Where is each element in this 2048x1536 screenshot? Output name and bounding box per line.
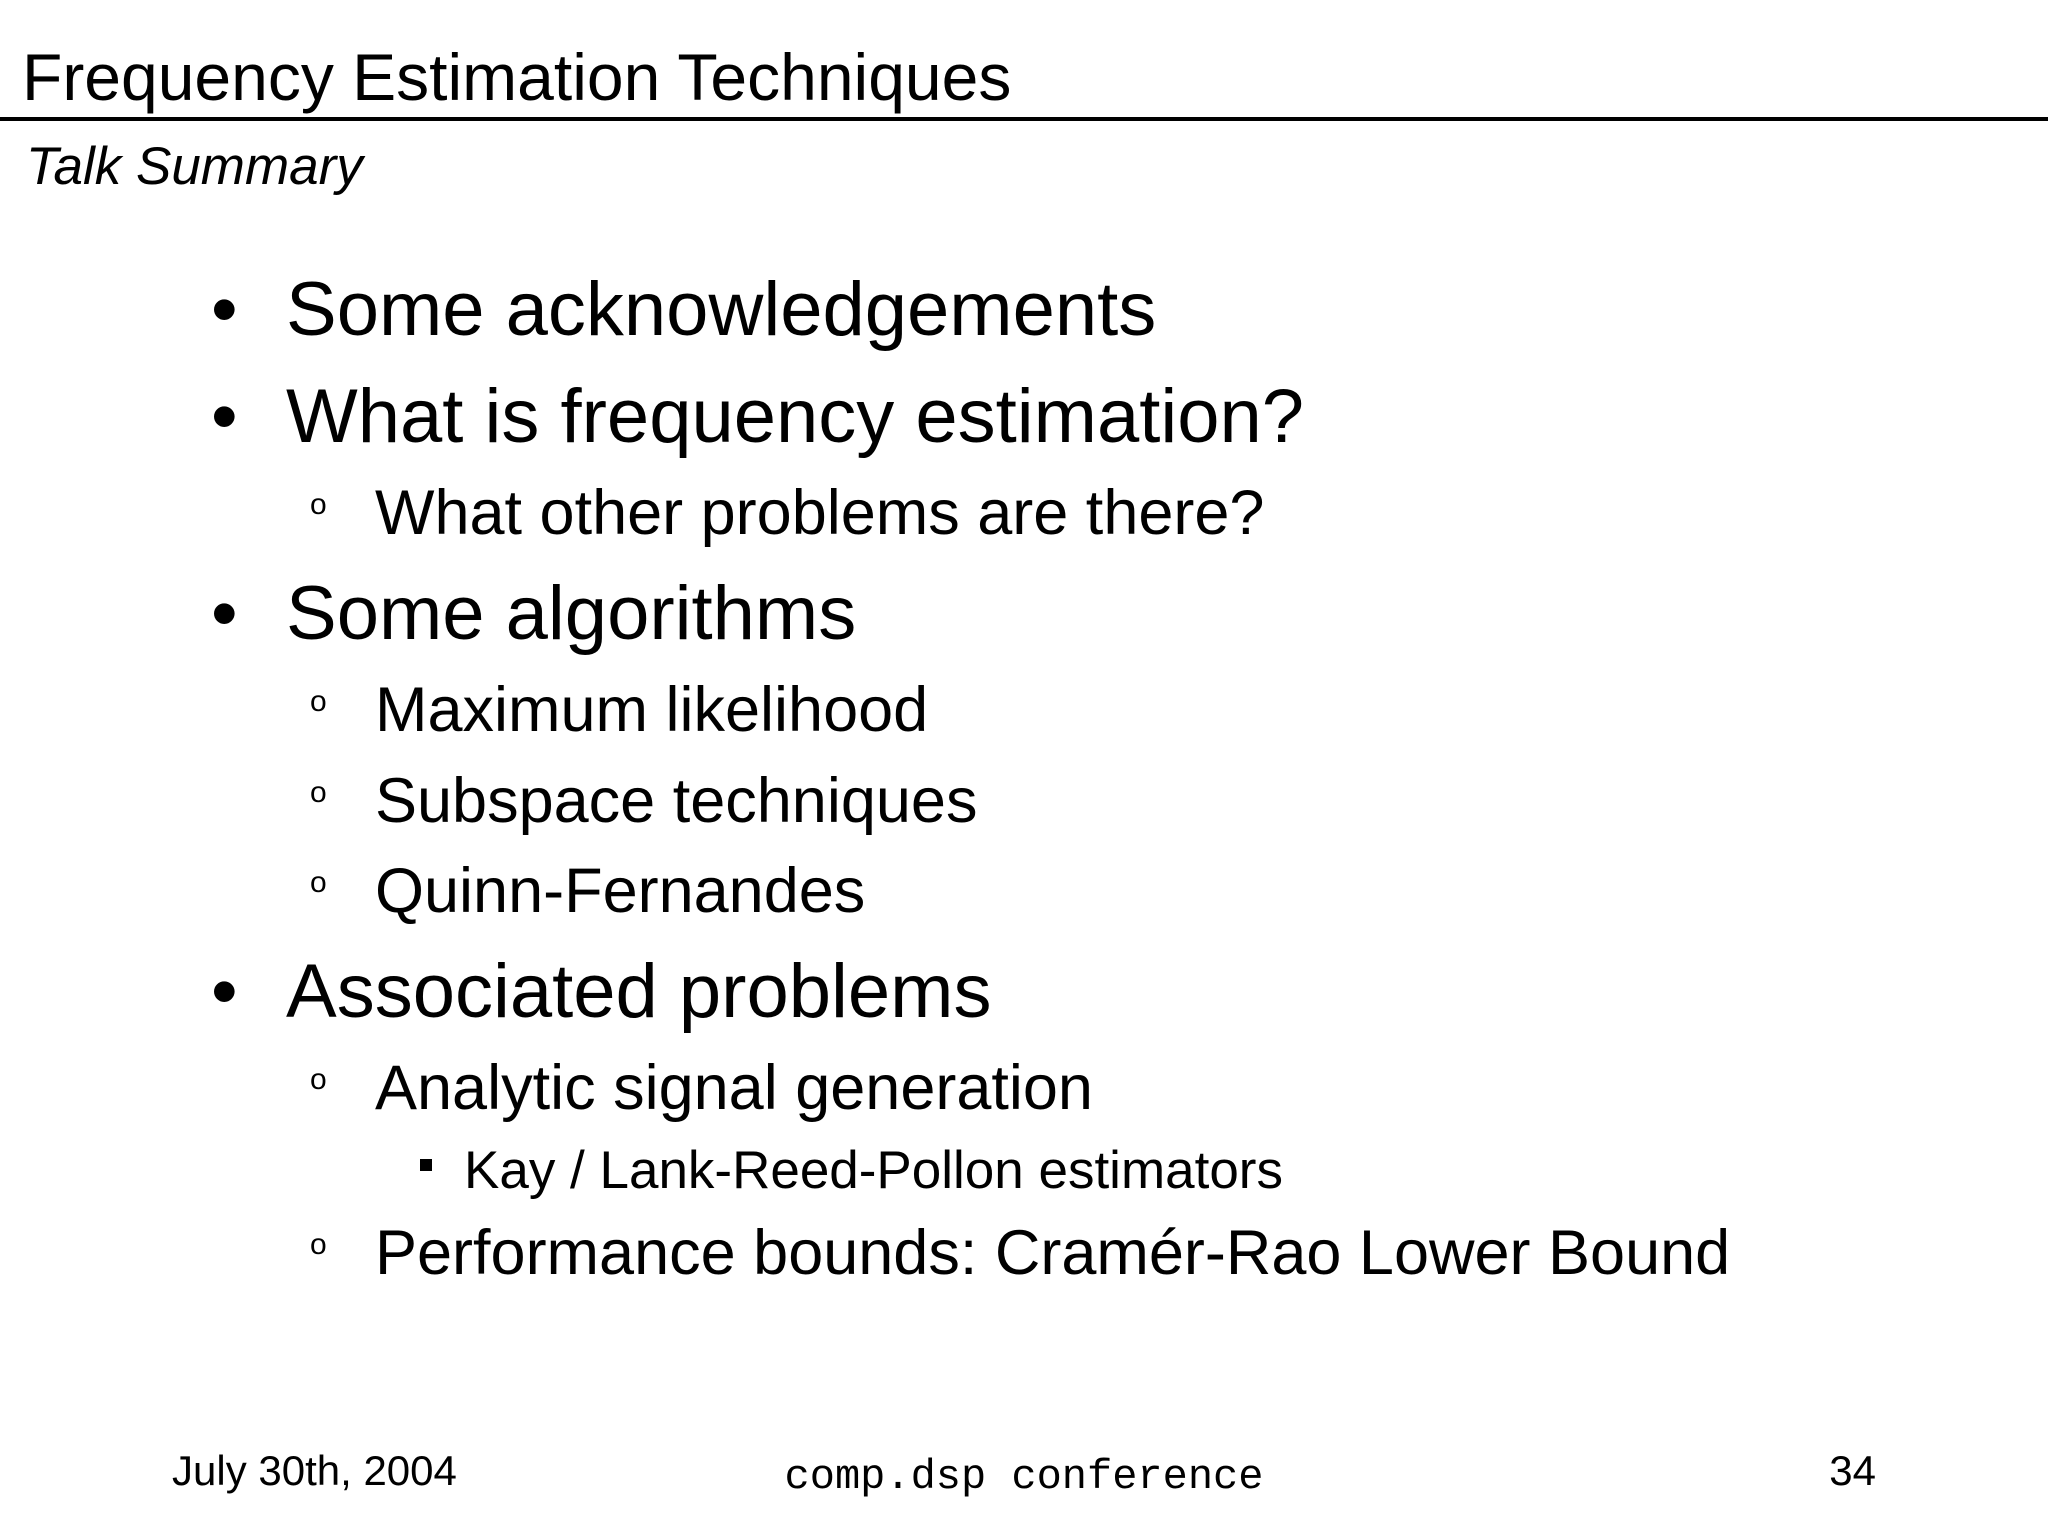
sub-bullet-text: Maximum likelihood — [375, 675, 929, 745]
sub-sub-bullet-text: Kay / Lank-Reed-Pollon estimators — [464, 1141, 1283, 1200]
square-bullet-icon — [420, 1159, 432, 1171]
sub-bullet-marker: o — [310, 776, 327, 809]
bullet-text: Associated problems — [286, 949, 992, 1034]
slide-title: Frequency Estimation Techniques — [22, 40, 1012, 114]
footer-conference: comp.dsp conference — [784, 1453, 1264, 1501]
sub-bullet-text: Analytic signal generation — [375, 1053, 1093, 1123]
sub-bullet-text: What other problems are there? — [375, 478, 1265, 548]
footer-date: July 30th, 2004 — [172, 1447, 457, 1494]
sub-bullet-text: Subspace techniques — [375, 766, 978, 836]
bullet-text: What is frequency estimation? — [286, 374, 1305, 459]
sub-bullet-marker: o — [310, 1063, 327, 1096]
title-divider — [0, 117, 2048, 121]
bullet-text: Some algorithms — [286, 571, 857, 656]
footer-page-number: 34 — [1829, 1447, 1876, 1494]
bullet-marker: • — [211, 267, 238, 352]
sub-bullet-text: Quinn-Fernandes — [375, 856, 866, 926]
bullet-marker: • — [211, 949, 238, 1034]
bullet-text: Some acknowledgements — [286, 267, 1157, 352]
slide-subtitle: Talk Summary — [26, 137, 363, 196]
bullet-marker: • — [211, 374, 238, 459]
sub-bullet-marker: o — [310, 488, 327, 521]
sub-bullet-marker: o — [310, 1228, 327, 1261]
sub-bullet-text: Performance bounds: Cramér-Rao Lower Bound — [375, 1218, 1731, 1288]
sub-bullet-marker: o — [310, 685, 327, 718]
sub-bullet-marker: o — [310, 866, 327, 899]
bullet-marker: • — [211, 571, 238, 656]
